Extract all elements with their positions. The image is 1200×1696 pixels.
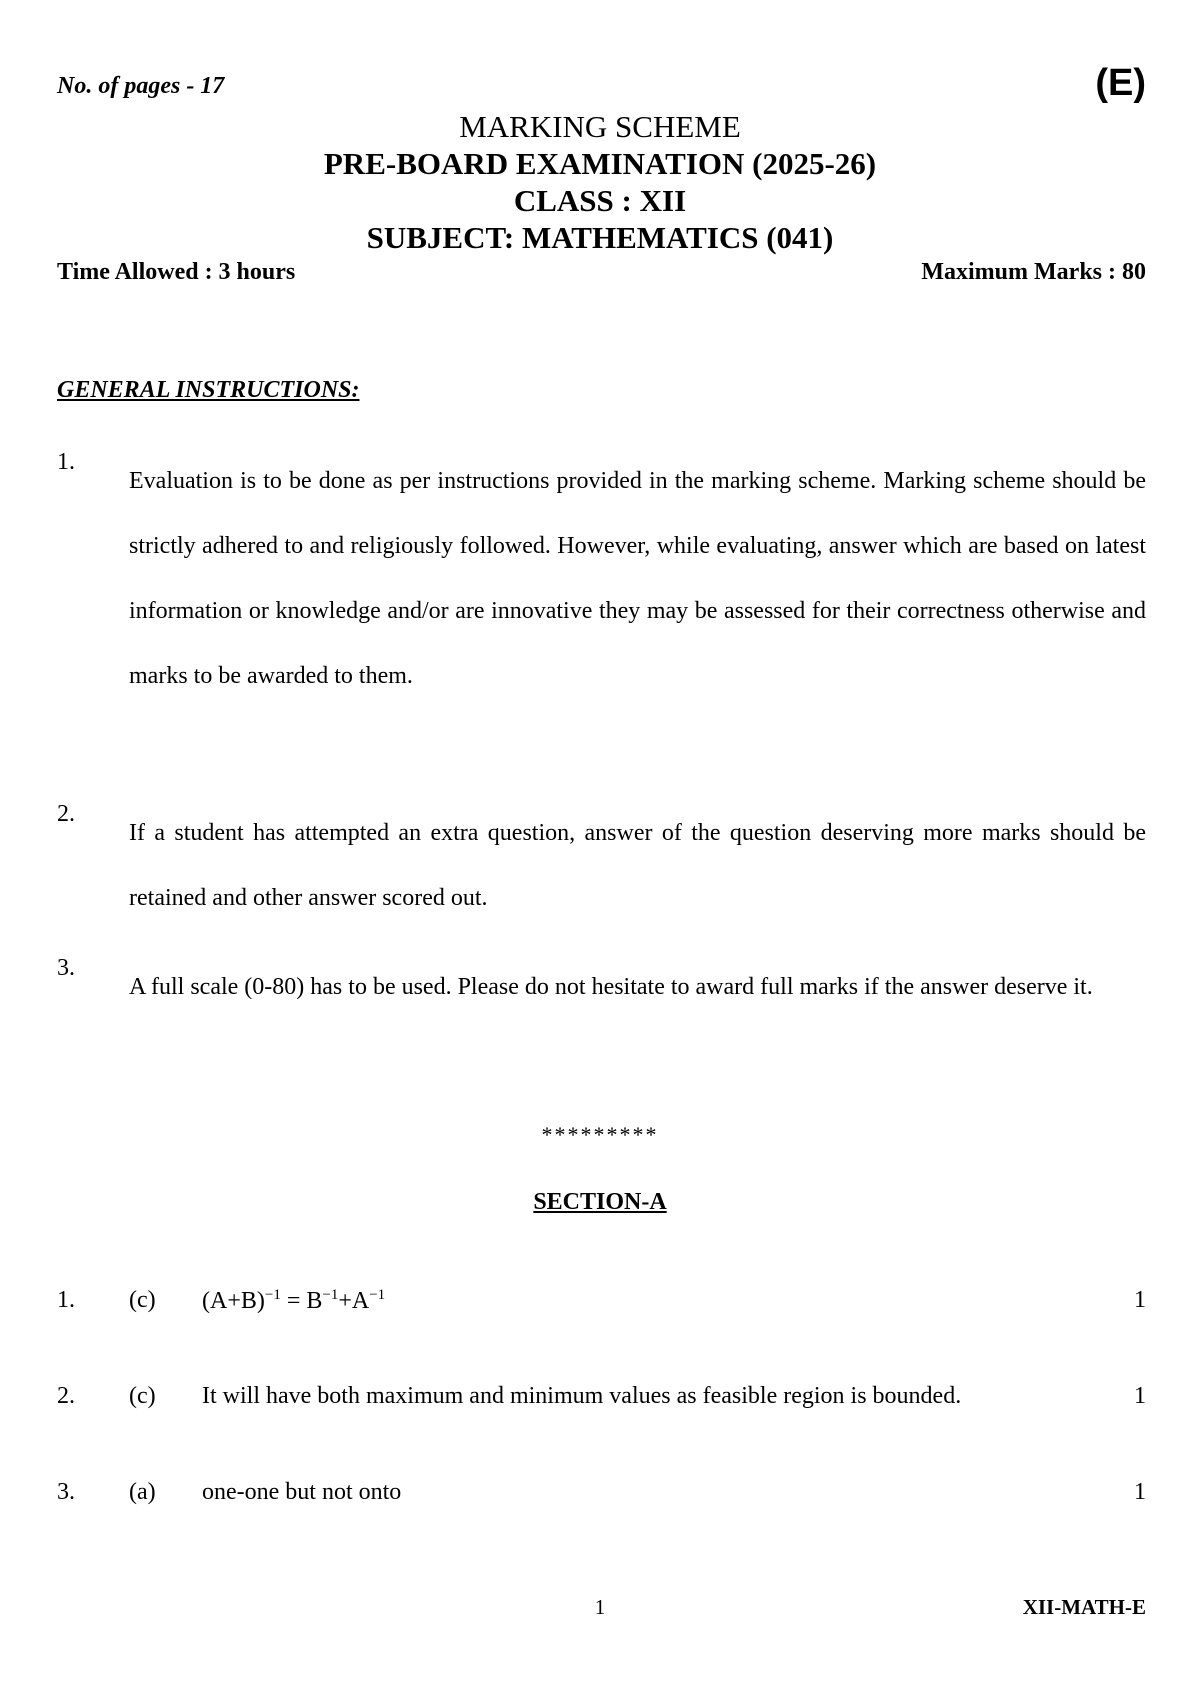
exponent: −1 xyxy=(322,1287,339,1303)
title-line-2: PRE-BOARD EXAMINATION (2025-26) xyxy=(323,146,877,181)
question-number: 3. xyxy=(57,1479,75,1505)
question-marks: 1 xyxy=(1134,1287,1146,1313)
instruction-text: If a student has attempted an extra question, answer of the question deserving more marks should be retained and other answer scored out. xyxy=(129,820,1146,911)
question-number: 1. xyxy=(57,1287,75,1313)
page-count: No. of pages - 17 xyxy=(57,73,225,99)
answer-option: (a) xyxy=(129,1479,156,1505)
time-allowed: Time Allowed : 3 hours xyxy=(57,259,296,285)
answer-part: (A+B) xyxy=(202,1288,265,1314)
instruction-number: 2. xyxy=(57,801,75,827)
general-instructions-heading: GENERAL INSTRUCTIONS: xyxy=(57,377,360,403)
title-line-3: CLASS : XII xyxy=(513,183,687,218)
instruction-text: A full scale (0-80) has to be used. Please do not hesitate to award full marks if the answer deserve it. xyxy=(129,974,1093,1000)
exponent: −1 xyxy=(369,1287,386,1303)
answer-text: one-one but not onto xyxy=(202,1479,402,1505)
version-label: (E) xyxy=(1095,62,1146,104)
question-row xyxy=(57,1383,1146,1413)
separator: ********* xyxy=(541,1122,659,1147)
answer-text: It will have both maximum and minimum values as feasible region is bounded. xyxy=(202,1383,962,1409)
exponent: −1 xyxy=(264,1287,281,1303)
question-row xyxy=(57,1287,1146,1317)
instruction-item xyxy=(57,449,1146,709)
section-heading: SECTION-A xyxy=(533,1189,667,1215)
question-row xyxy=(57,1479,1146,1509)
question-marks: 1 xyxy=(1134,1383,1146,1409)
instruction-text: Evaluation is to be done as per instructions provided in the marking scheme. Marking scheme should be strictly adhered to and religiously followed. However, while evaluating, answer which are based on latest information or knowledge and/or are innovative they may be assessed for their correctness otherwise and marks to be awarded to them. xyxy=(129,468,1146,689)
answer-text xyxy=(202,1287,385,1315)
title-line-1: MARKING SCHEME xyxy=(459,109,741,144)
page-number: 1 xyxy=(594,1595,606,1619)
title-line-4: SUBJECT: MATHEMATICS (041) xyxy=(366,220,834,255)
answer-part: = B xyxy=(280,1288,323,1314)
answer-part: +A xyxy=(338,1288,370,1314)
question-number: 2. xyxy=(57,1383,75,1409)
instruction-item xyxy=(57,801,1146,931)
instruction-number: 1. xyxy=(57,449,75,475)
answer-option: (c) xyxy=(129,1383,156,1409)
instruction-number: 3. xyxy=(57,955,75,981)
document-subtitle xyxy=(0,145,1200,256)
instruction-item xyxy=(57,955,1146,1020)
question-marks: 1 xyxy=(1134,1479,1146,1505)
document-title xyxy=(0,108,1200,145)
paper-code: XII-MATH-E xyxy=(1022,1595,1146,1619)
maximum-marks: Maximum Marks : 80 xyxy=(921,259,1146,285)
answer-option: (c) xyxy=(129,1287,156,1313)
